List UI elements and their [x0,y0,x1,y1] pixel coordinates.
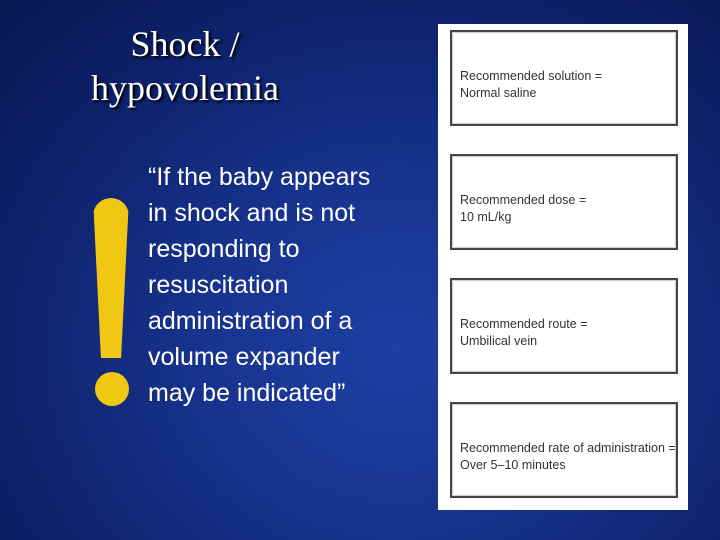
recommendation-value: 10 mL/kg [460,210,512,224]
exclamation-dot [95,372,129,406]
recommendation-label: Recommended solution = [460,69,603,83]
slide-title-line2: hypovolemia [91,68,279,108]
recommendation-box-solution [450,30,678,126]
recommendation-value: Umbilical vein [460,334,538,348]
recommendation-label: Recommended route = [460,317,588,331]
recommendation-value: Normal saline [460,86,537,100]
quote-text: “If the baby appears in shock and is not responding to resuscitation administration of a volume expander may be indicated” [148,163,371,407]
recommendation-value: Over 5–10 minutes [460,458,566,472]
slide-title-line1: Shock / [130,24,240,64]
exclamation-bar [93,198,129,358]
recommendation-label: Recommended dose = [460,193,587,207]
recommendation-box-dose [450,154,678,250]
recommendation-box-route [450,278,678,374]
recommendation-label: Recommended rate of administration = [460,441,676,455]
slide-title [70,22,300,110]
recommendation-panel [438,24,688,510]
recommendation-box-rate [450,402,678,498]
